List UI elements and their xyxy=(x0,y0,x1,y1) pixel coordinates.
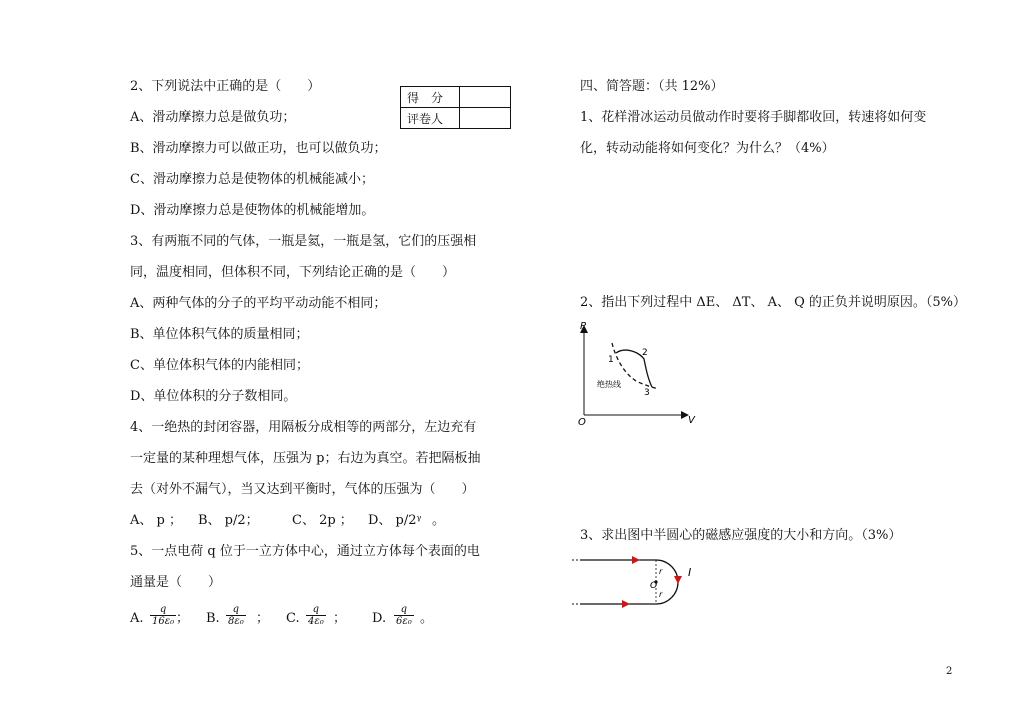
q4-line1: 4、一绝热的封闭容器，用隔板分成相等的两部分，左边充有 xyxy=(130,420,477,435)
q5-option-a-den: 16ε₀ xyxy=(152,616,175,627)
section-title: 四、简答题：（共 12%） xyxy=(580,79,724,94)
r1-line1: 1、花样滑冰运动员做动作时要将手脚都收回，转速将如何变 xyxy=(580,110,927,125)
q5-option-d-label: D. xyxy=(372,611,387,626)
r3-text: 3、求出图中半圆心的磁感应强度的大小和方向。（3%） xyxy=(580,528,902,543)
q4-end-mark: 。 xyxy=(432,513,446,528)
q5-option-d-den: 6ε₀ xyxy=(396,616,412,627)
q4-option-a: A、 p ； xyxy=(130,513,182,528)
pv-origin-label: O xyxy=(578,417,586,428)
q5-option-d-fraction xyxy=(394,604,414,627)
q5-option-a-end: ； xyxy=(176,611,190,626)
q5-option-b-end: ； xyxy=(256,611,270,626)
q5-option-b-label: B. xyxy=(206,611,220,626)
q5-option-c-den: 4ε₀ xyxy=(308,616,324,627)
q5-option-c-fraction xyxy=(306,604,326,627)
q2-option-b: B、滑动摩擦力可以做正功，也可以做负功； xyxy=(130,141,387,156)
q3-option-a: A、两种气体的分子的平均平动动能不相同； xyxy=(130,296,387,311)
q5-option-b-fraction xyxy=(226,604,246,627)
q5-option-d-num: q xyxy=(394,604,414,616)
q5-line2: 通量是（ ） xyxy=(130,575,222,590)
q3-line1: 3、有两瓶不同的气体，一瓶是氦，一瓶是氢，它们的压强相 xyxy=(130,234,477,249)
radius-bottom-label: r xyxy=(659,590,663,599)
grader-label: 评卷人 xyxy=(401,108,460,129)
arrow-bottom-icon xyxy=(622,600,630,608)
q3-option-c: C、单位体积气体的内能相同； xyxy=(130,358,309,373)
q4-line3: 去（对外不漏气），当又达到平衡时，气体的压强为（ ） xyxy=(130,482,475,497)
q5-option-a-num: q xyxy=(150,604,176,616)
q5-option-c-end: ； xyxy=(333,611,347,626)
pv-point-3: 3 xyxy=(644,388,650,398)
q2-option-d: D、滑动摩擦力总是使物体的机械能增加。 xyxy=(130,203,375,218)
q3-option-d: D、单位体积的分子数相同。 xyxy=(130,389,297,404)
q2-option-c: C、滑动摩擦力总是使物体的机械能减小； xyxy=(130,172,374,187)
q5-option-c-num: q xyxy=(306,604,326,616)
q5-option-b-den: 8ε₀ xyxy=(228,616,244,627)
q3-option-b: B、单位体积气体的质量相同； xyxy=(130,327,309,342)
q4-line2: 一定量的某种理想气体，压强为 p；右边为真空。若把隔板抽 xyxy=(130,451,481,466)
q5-option-b-num: q xyxy=(226,604,246,616)
r1-line2: 化，转动动能将如何变化？为什么？（4%） xyxy=(580,141,835,156)
arrow-top-icon xyxy=(632,556,640,564)
q5-option-d-end: 。 xyxy=(420,611,434,626)
pv-adiabat-label: 绝热线 xyxy=(597,380,621,389)
score-label: 得 分 xyxy=(401,87,460,108)
pv-axis-p-label: P xyxy=(580,321,587,332)
pv-point-2: 2 xyxy=(642,348,648,358)
q2-title: 2、下列说法中正确的是（ ） xyxy=(130,79,321,94)
current-label: I xyxy=(688,566,692,579)
q4-option-c: C、 2p ； xyxy=(292,513,353,528)
score-table xyxy=(400,86,511,129)
center-label: O xyxy=(650,581,658,591)
q5-option-a-fraction xyxy=(150,604,176,627)
q3-line2: 同，温度相同，但体积不同，下列结论正确的是（ ） xyxy=(130,265,456,280)
q4-option-b: B、 p/2； xyxy=(198,513,259,528)
grader-cell[interactable] xyxy=(460,108,511,129)
q4-option-d: D、 p/2ᵞ xyxy=(368,513,422,528)
pv-axis-v-label: V xyxy=(688,415,695,426)
semicircle-diagram xyxy=(572,550,702,620)
pv-point-1: 1 xyxy=(608,355,614,365)
q2-option-a: A、滑动摩擦力总是做负功； xyxy=(130,110,296,125)
page-number: 2 xyxy=(946,666,953,677)
radius-top-label: r xyxy=(659,567,663,576)
q5-line1: 5、一点电荷 q 位于一立方体中心，通过立方体每个表面的电 xyxy=(130,544,480,559)
q5-option-c-label: C. xyxy=(286,611,300,626)
score-cell[interactable] xyxy=(460,87,511,108)
pv-diagram xyxy=(572,315,702,430)
arrow-right-icon xyxy=(674,576,682,584)
q5-option-a-label: A. xyxy=(130,611,144,626)
r2-text: 2、指出下列过程中 ΔE、 ΔT、 A、 Q 的正负并说明原因。（5%） xyxy=(580,295,967,310)
